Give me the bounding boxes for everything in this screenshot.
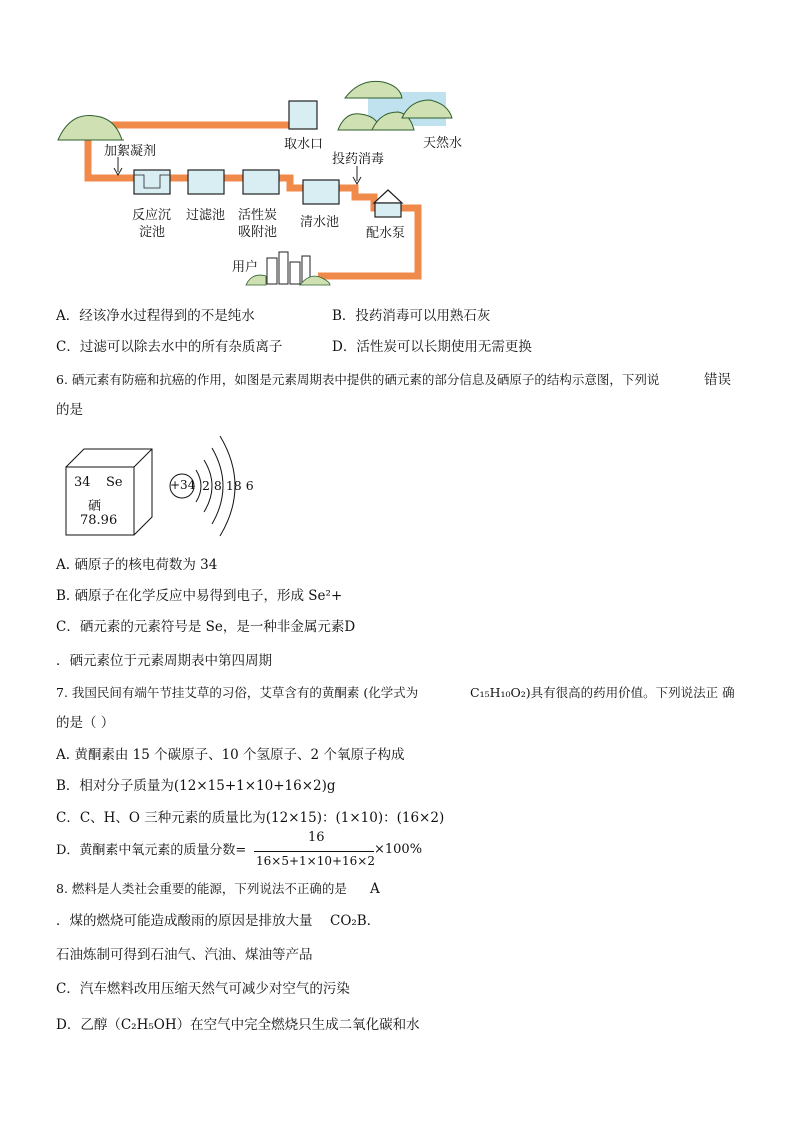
element-atomic-number: 34	[74, 475, 91, 490]
q7-stem-line-2: 的是（ ）	[56, 715, 115, 731]
q6-option-a: A. 硒原子的核电荷数为 34	[56, 557, 218, 573]
q8-option-a: ．煤的燃烧可能造成酸雨的原因是排放大量	[56, 913, 313, 929]
q8-stem: 8. 燃料是人类社会重要的能源，下列说法不正确的是	[56, 881, 347, 896]
label-natural-water: 天然水	[423, 136, 463, 151]
label-user: 用户	[232, 260, 259, 275]
q7-stem-line-1: 7. 我国民间有端午节挂艾草的习俗，艾草含有的黄酮素 (化学式为	[56, 685, 419, 700]
element-mass: 78.96	[80, 513, 118, 528]
q7-option-d-numerator: 16	[308, 830, 325, 845]
atom-structure	[164, 426, 254, 546]
q7-option-d	[56, 830, 456, 874]
q6-option-b: B. 硒原子在化学反应中易得到电子，形成 Se²+	[56, 588, 343, 604]
q8-option-d: D．乙醇（C₂H₅OH）在空气中完全燃烧只生成二氧化碳和水	[56, 1017, 420, 1033]
label-disinfect: 投药消毒	[332, 152, 385, 167]
q8-option-b: 石油炼制可得到石油气、汽油、煤油等产品	[56, 947, 313, 963]
atom-shell-electrons: 2 8 18 6	[202, 478, 254, 493]
q5-option-a: A．经该净水过程得到的不是纯水	[56, 308, 255, 324]
label-intake: 取水口	[284, 137, 324, 152]
q7-option-b: B．相对分子质量为(12×15+1×10+16×2)g	[56, 778, 336, 794]
q8-option-c: C．汽车燃料改用压缩天然气可减少对空气的污染	[56, 981, 350, 997]
q7-option-d-suffix: ×100%	[374, 842, 423, 857]
q7-option-a: A. 黄酮素由 15 个碳原子、10 个氢原子、2 个氧原子构成	[56, 747, 405, 763]
q7-option-d-prefix: D．黄酮素中氧元素的质量分数=	[56, 843, 247, 858]
q5-option-d: D．活性炭可以长期使用无需更换	[332, 339, 532, 355]
q8-stem-a: A	[370, 881, 380, 897]
label-carbon-tank-1: 活性炭	[238, 208, 278, 223]
q6-option-d: ．硒元素位于元素周期表中第四周期	[56, 653, 272, 669]
element-symbol: Se	[106, 475, 123, 490]
q8-option-a-tail: CO₂B．	[330, 913, 381, 929]
q6-stem-line-1b: 错误	[704, 372, 731, 388]
label-carbon-tank-2: 吸附池	[238, 225, 278, 240]
fraction-bar	[254, 851, 374, 852]
label-filter-tank: 过滤池	[186, 208, 226, 223]
element-cell	[64, 447, 154, 537]
q6-option-c: C．硒元素的元素符号是 Se，是一种非金属元素D	[56, 619, 356, 635]
q6-stem-line-1: 6. 硒元素有防癌和抗癌的作用，如图是元素周期表中提供的硒元素的部分信息及硒原子的结构示意图，下列说	[56, 372, 660, 387]
label-sediment-tank-2: 淀池	[139, 225, 166, 240]
q5-option-b: B．投药消毒可以用熟石灰	[332, 308, 491, 324]
q7-option-c: C．C、H、O 三种元素的质量比为(12×15)：(1×10)：(16×2)	[56, 810, 445, 826]
label-sediment-tank-1: 反应沉	[132, 208, 172, 223]
q5-option-c: C．过滤可以除去水中的所有杂质离子	[56, 339, 283, 355]
q6-stem-line-2: 的是	[56, 402, 83, 418]
label-flocculant: 加絮凝剂	[104, 144, 157, 159]
q7-formula: C₁₅H₁₀O₂)具有很高的药用价值。下列说法正 确	[470, 685, 735, 700]
element-name: 硒	[88, 499, 102, 514]
atom-nucleus-charge: +34	[170, 478, 196, 492]
water-purification-diagram	[0, 0, 794, 300]
label-clear-tank: 清水池	[300, 215, 340, 230]
q7-option-d-denominator: 16×5+1×10+16×2	[256, 854, 375, 868]
label-pump: 配水泵	[366, 226, 406, 241]
